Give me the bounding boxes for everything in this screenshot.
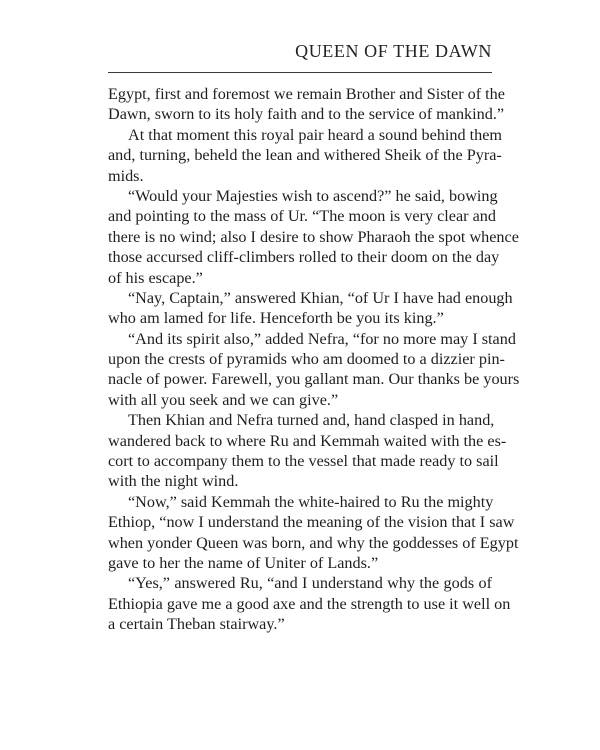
text-line: “Yes,” answered Ru, “and I understand why the gods of (128, 574, 492, 593)
text-line: when yonder Queen was born, and why the goddesses of Egypt (108, 533, 519, 552)
text-line: there is no wind; also I desire to show Pharaoh the spot whence (108, 227, 519, 246)
text-line: with the night wind. (108, 472, 239, 491)
paragraph (108, 492, 519, 574)
paragraph (108, 573, 511, 634)
text-line: and, turning, beheld the lean and withered Sheik of the Pyra- (108, 146, 502, 165)
text-line: wandered back to where Ru and Kemmah waited with the es- (108, 431, 507, 450)
text-line: with all you seek and we can give.” (108, 390, 339, 409)
running-header-title: QUEEN OF THE DAWN (295, 41, 492, 61)
paragraph (108, 288, 513, 329)
text-line: “And its spirit also,” added Nefra, “for no more may I stand (128, 329, 516, 348)
text-line: who am lamed for life. Henceforth be you its king.” (108, 309, 444, 328)
paragraph (108, 329, 520, 411)
text-line: “Now,” said Kemmah the white-haired to Ru the mighty (128, 492, 494, 511)
page-body-text (108, 84, 520, 635)
text-line: Dawn, sworn to its holy faith and to the service of mankind.” (108, 105, 505, 124)
text-line: “Nay, Captain,” answered Khian, “of Ur I have had enough (128, 288, 513, 307)
text-line: “Would your Majesties wish to ascend?” he said, bowing (128, 186, 498, 205)
text-line: upon the crests of pyramids who am doomed to a dizzier pin- (108, 350, 505, 369)
text-line: Then Khian and Nefra turned and, hand clasped in hand, (128, 411, 495, 430)
text-line: Ethiopia gave me a good axe and the strength to use it well on (108, 594, 511, 613)
paragraph (108, 186, 519, 288)
text-line: of his escape.” (108, 268, 203, 287)
paragraph (108, 410, 507, 492)
running-header (108, 38, 492, 73)
text-line: mids. (108, 166, 144, 185)
text-line: Egypt, first and foremost we remain Brother and Sister of the (108, 85, 505, 103)
paragraph (108, 125, 503, 186)
text-line: and pointing to the mass of Ur. “The moon is very clear and (108, 207, 496, 226)
text-line: At that moment this royal pair heard a sound behind them (128, 125, 503, 144)
paragraph (108, 84, 505, 125)
text-line: a certain Theban stairway.” (108, 615, 285, 634)
text-line: cort to accompany them to the vessel that made ready to sail (108, 452, 499, 471)
text-line: nacle of power. Farewell, you gallant man. Our thanks be yours (108, 370, 520, 389)
text-line: gave to her the name of Uniter of Lands.” (108, 553, 379, 572)
text-line: those accursed cliff-climbers rolled to their doom on the day (108, 248, 500, 267)
text-line: Ethiop, “now I understand the meaning of the vision that I saw (108, 513, 515, 532)
